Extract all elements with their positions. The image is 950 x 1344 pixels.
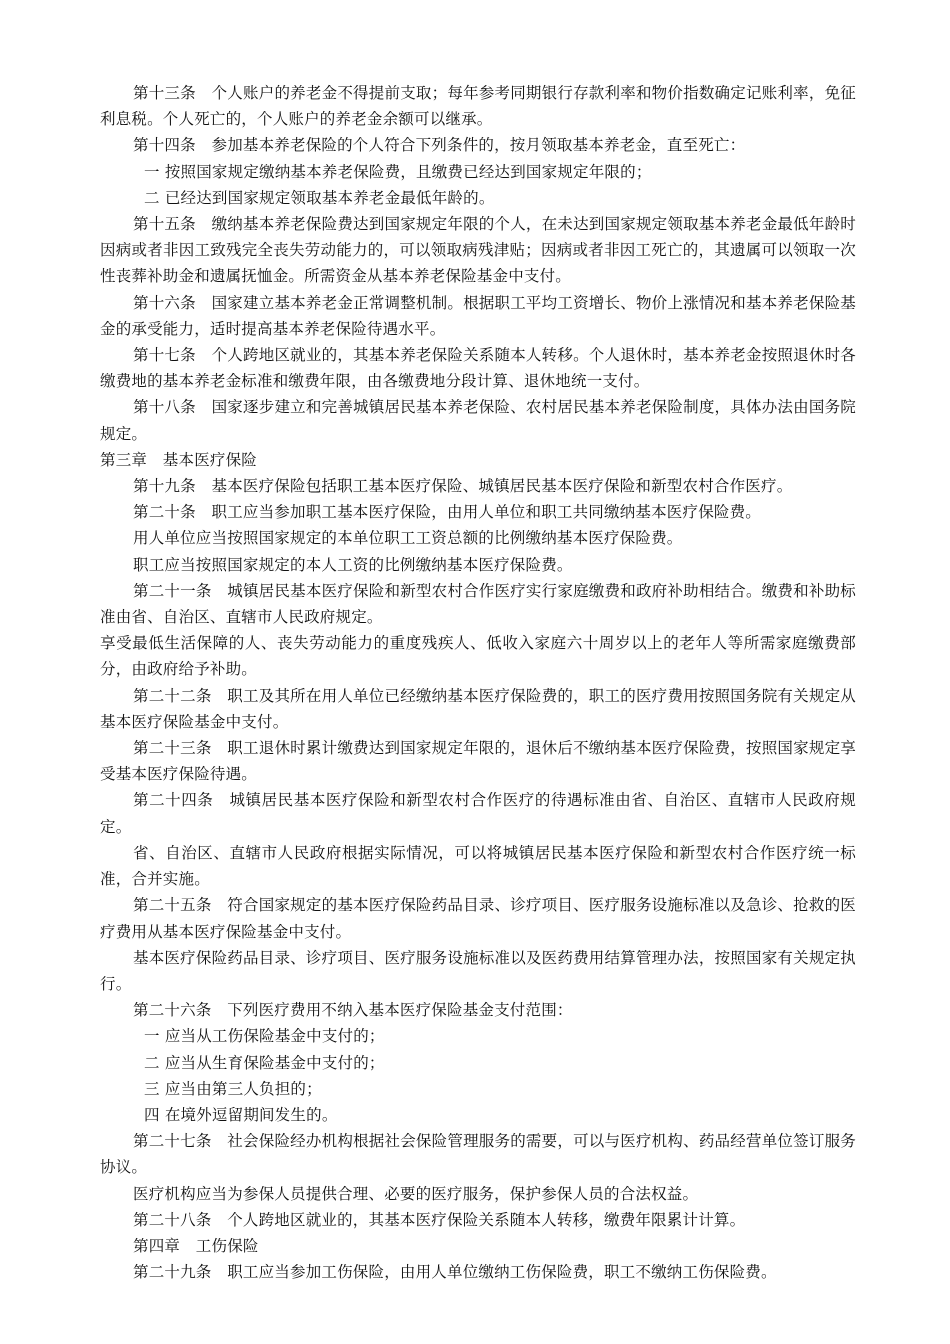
article-29: 第二十九条 职工应当参加工伤保险，由用人单位缴纳工伤保险费，职工不缴纳工伤保险费。	[133, 1263, 777, 1282]
article-20: 第二十条 职工应当参加职工基本医疗保险，由用人单位和职工共同缴纳基本医疗保险费。	[133, 503, 762, 522]
article-20-para-3: 职工应当按照国家规定的本人工资的比例缴纳基本医疗保险费。	[133, 555, 573, 574]
article-25-para-2: 基本医疗保险药品目录、诊疗项目、医疗服务设施标准以及医药费用结算管理办法，按照国家有关规定执行。	[100, 948, 856, 993]
article-21-para-2: 享受最低生活保障的人、丧失劳动能力的重度残疾人、低收入家庭六十周岁以上的老年人等所需家庭缴费部分，由政府给予补助。	[100, 634, 856, 679]
article-23: 第二十三条 职工退休时累计缴费达到国家规定年限的，退休后不缴纳基本医疗保险费，按照国家规定享受基本医疗保险待遇。	[100, 739, 856, 784]
article-27: 第二十七条 社会保险经办机构根据社会保险管理服务的需要，可以与医疗机构、药品经营单位签订服务协议。	[100, 1132, 856, 1177]
article-26-item-4: 四 在境外逗留期间发生的。	[144, 1105, 338, 1124]
article-22: 第二十二条 职工及其所在用人单位已经缴纳基本医疗保险费的，职工的医疗费用按照国务院有关规定从基本医疗保险基金中支付。	[100, 686, 856, 731]
chapter-4-heading: 第四章 工伤保险	[133, 1236, 259, 1255]
article-17: 第十七条 个人跨地区就业的，其基本养老保险关系随本人转移。个人退休时，基本养老金按照退休时各缴费地的基本养老金标准和缴费年限，由各缴费地分段计算、退休地统一支付。	[100, 346, 856, 391]
article-24-para-2: 省、自治区、直辖市人民政府根据实际情况，可以将城镇居民基本医疗保险和新型农村合作医疗统一标准，合并实施。	[100, 843, 856, 889]
article-14: 第十四条 参加基本养老保险的个人符合下列条件的，按月领取基本养老金，直至死亡：	[133, 136, 746, 155]
article-26-item-3: 三 应当由第三人负担的；	[144, 1079, 322, 1098]
article-21: 第二十一条 城镇居民基本医疗保险和新型农村合作医疗实行家庭缴费和政府补助相结合。缴费和补助标准由省、自治区、直辖市人民政府规定。	[100, 581, 856, 627]
article-14-item-1: 一 按照国家规定缴纳基本养老保险费，且缴费已经达到国家规定年限的；	[144, 162, 652, 181]
article-27-para-2: 医疗机构应当为参保人员提供合理、必要的医疗服务，保护参保人员的合法权益。	[133, 1184, 699, 1203]
document-page	[100, 80, 856, 1285]
article-26-item-1: 一 应当从工伤保险基金中支付的；	[144, 1027, 385, 1046]
article-26: 第二十六条 下列医疗费用不纳入基本医疗保险基金支付范围：	[133, 1001, 573, 1020]
article-18: 第十八条 国家逐步建立和完善城镇居民基本养老保险、农村居民基本养老保险制度，具体办法由国务院规定。	[100, 398, 856, 443]
chapter-3-heading: 第三章 基本医疗保险	[100, 450, 258, 469]
article-19: 第十九条 基本医疗保险包括职工基本医疗保险、城镇居民基本医疗保险和新型农村合作医疗。	[133, 477, 793, 496]
article-14-item-2: 二 已经达到国家规定领取基本养老金最低年龄的。	[144, 188, 495, 207]
article-25: 第二十五条 符合国家规定的基本医疗保险药品目录、诊疗项目、医疗服务设施标准以及急诊、抢救的医疗费用从基本医疗保险基金中支付。	[100, 896, 856, 941]
article-20-para-2: 用人单位应当按照国家规定的本单位职工工资总额的比例缴纳基本医疗保险费。	[133, 529, 683, 548]
article-24: 第二十四条 城镇居民基本医疗保险和新型农村合作医疗的待遇标准由省、自治区、直辖市人民政府规定。	[100, 791, 856, 836]
article-16: 第十六条 国家建立基本养老金正常调整机制。根据职工平均工资增长、物价上涨情况和基本养老保险基金的承受能力，适时提高基本养老保险待遇水平。	[100, 293, 856, 338]
article-26-item-2: 二 应当从生育保险基金中支付的；	[144, 1053, 385, 1072]
article-28: 第二十八条 个人跨地区就业的，其基本医疗保险关系随本人转移，缴费年限累计计算。	[133, 1210, 746, 1229]
article-15: 第十五条 缴纳基本养老保险费达到国家规定年限的个人，在未达到国家规定领取基本养老金最低年龄时因病或者非因工致残完全丧失劳动能力的，可以领取病残津贴；因病或者非因工死亡的，其遗属可以领取一次性丧葬补助金和遗属抚恤金。所需资金从基本养老保险基金中支付。	[100, 215, 856, 286]
article-13: 第十三条 个人账户的养老金不得提前支取；每年参考同期银行存款利率和物价指数确定记账利率，免征利息税。个人死亡的，个人账户的养老金余额可以继承。	[100, 84, 856, 129]
